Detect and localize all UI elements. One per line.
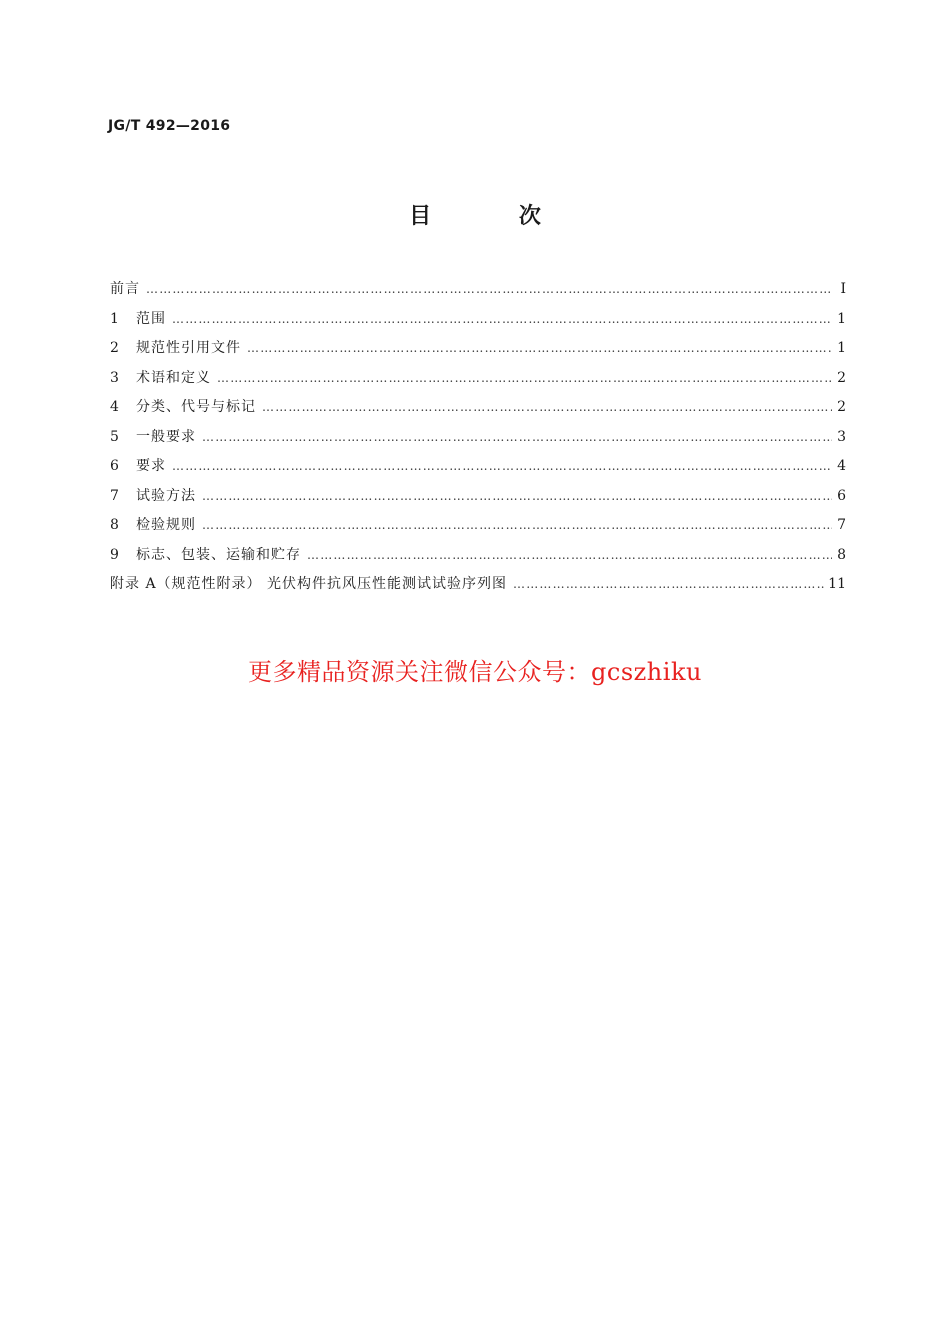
toc-entry-7[interactable] (110, 482, 846, 512)
toc-leader-dots (262, 393, 832, 423)
toc-entry-number: 4 (110, 399, 119, 415)
toc-entry-4[interactable] (110, 393, 846, 423)
toc-entry-number: 8 (110, 517, 119, 533)
toc-entry-label: 标志、包装、运输和贮存 (136, 546, 301, 563)
standard-code: JG/T 492—2016 (108, 118, 231, 134)
toc-entry-2[interactable] (110, 334, 846, 364)
toc-entry-number: 1 (110, 310, 119, 327)
toc-entry-number: 3 (110, 369, 119, 386)
toc-entry-page: Ⅰ (840, 281, 846, 297)
toc-entry-page: 11 (828, 576, 846, 592)
toc-entry-label: 术语和定义 (136, 369, 211, 386)
toc-entry-label: 附录 A（规范性附录） 光伏构件抗风压性能测试试验序列图 (110, 576, 508, 592)
toc-entry-page: 2 (837, 399, 846, 415)
toc-leader-dots (307, 541, 832, 571)
toc-entry-label: 要求 (136, 458, 166, 474)
toc-leader-dots (172, 305, 832, 335)
toc-leader-dots (202, 423, 832, 453)
toc-entry-number: 5 (110, 428, 119, 445)
toc-entry-6[interactable] (110, 452, 846, 482)
table-of-contents (110, 275, 846, 600)
toc-entry-8[interactable] (110, 511, 846, 541)
promo-watermark-text: 更多精品资源关注微信公众号：gcszhiku (248, 658, 702, 686)
toc-entry-label: 范围 (136, 310, 166, 327)
toc-entry-page: 1 (837, 340, 846, 356)
toc-entry-label: 前言 (110, 281, 140, 297)
toc-entry-number: 7 (110, 487, 119, 504)
toc-leader-dots (202, 482, 832, 512)
toc-entry-page: 6 (837, 487, 846, 504)
toc-entry-number: 9 (110, 546, 119, 563)
toc-leader-dots (513, 570, 824, 600)
toc-leader-dots (217, 364, 832, 394)
toc-entry-page: 3 (837, 428, 846, 445)
toc-entry-page: 8 (837, 546, 846, 563)
toc-entry-9[interactable] (110, 541, 846, 571)
toc-entry-number: 6 (110, 458, 119, 474)
toc-entry-page: 1 (837, 310, 846, 327)
toc-entry-3[interactable] (110, 364, 846, 394)
toc-entry-label: 检验规则 (136, 517, 196, 533)
toc-leader-dots (146, 275, 832, 305)
toc-title: 目 次 (409, 204, 581, 229)
toc-entry-foreword[interactable] (110, 275, 846, 305)
toc-leader-dots (202, 511, 832, 541)
toc-entry-page: 7 (837, 517, 846, 533)
toc-entry-number: 2 (110, 340, 119, 356)
toc-leader-dots (247, 334, 832, 364)
toc-entry-5[interactable] (110, 423, 846, 453)
toc-entry-page: 2 (837, 369, 846, 386)
toc-entry-label: 一般要求 (136, 428, 196, 445)
toc-leader-dots (172, 452, 832, 482)
toc-entry-1[interactable] (110, 305, 846, 335)
toc-entry-label: 分类、代号与标记 (136, 399, 256, 415)
toc-entry-label: 试验方法 (136, 487, 196, 504)
toc-entry-label: 规范性引用文件 (136, 340, 241, 356)
toc-entry-page: 4 (837, 458, 846, 474)
toc-entry-appendix-a[interactable] (110, 570, 846, 600)
